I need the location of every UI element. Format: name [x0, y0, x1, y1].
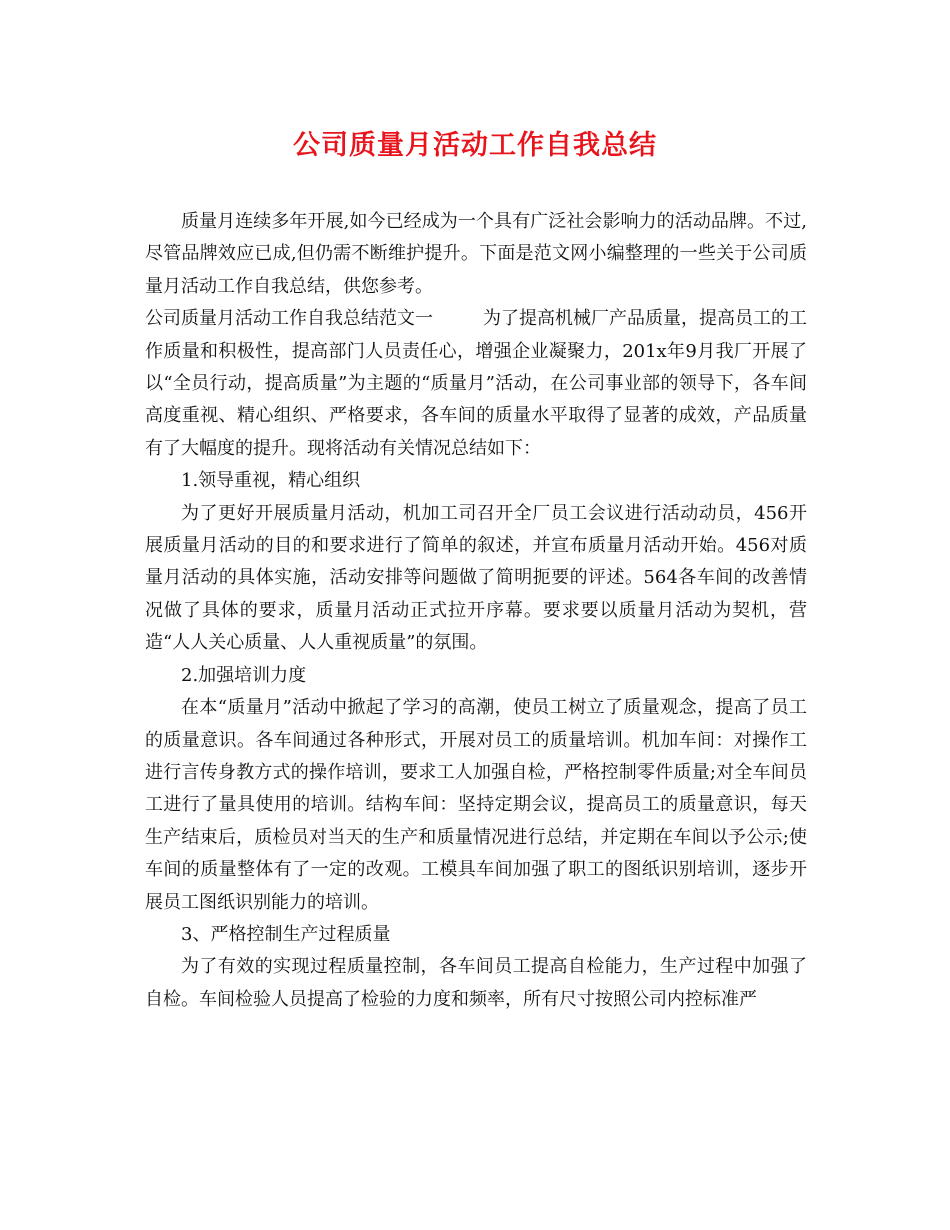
section1-heading: 1.领导重视，精心组织 [181, 470, 361, 492]
section3-heading: 3、严格控制生产过程质量 [181, 923, 391, 945]
sample-text: 为了提高机械厂产品质量，提高员工的工作质量和积极性，提高部门人员责任心，增强企业凝聚力，201x年9月我厂开展了以“全员行动，提高质量”为主题的“质量月”活动，在公司事业部的领导下，各车间高度重视、精心组织、严格要求，各车间的质量水平取得了显著的成效，产品质量有了大幅度的提升。现将活动有关情况总结如下： [145, 308, 807, 459]
sample-paragraph [145, 303, 807, 465]
section1-paragraph: 为了更好开展质量月活动，机加工司召开全厂员工会议进行活动动员，456开展质量月活动的目的和要求进行了简单的叙述，并宣布质量月活动开始。456对质量月活动的具体实施，活动安排等问题做了简明扼要的评述。564各车间的改善情况做了具体的要求，质量月活动正式拉开序幕。要求要以质量月活动为契机，营造“人人关心质量、人人重视质量”的氛围。 [145, 502, 807, 654]
section2-heading: 2.加强培训力度 [181, 664, 307, 686]
document-body [145, 206, 807, 1016]
intro-paragraph: 质量月连续多年开展,如今已经成为一个具有广泛社会影响力的活动品牌。不过,尽管品牌效应已成,但仍需不断维护提升。下面是范文网小编整理的一些关于公司质量月活动工作自我总结，供您参考。 [145, 211, 807, 297]
section3-paragraph: 为了有效的实现过程质量控制，各车间员工提高自检能力，生产过程中加强了自检。车间检验人员提高了检验的力度和频率，所有尺寸按照公司内控标准严 [145, 956, 807, 1010]
sample-heading: 公司质量月活动工作自我总结范文一 [145, 308, 433, 330]
document-title: 公司质量月活动工作自我总结 [293, 130, 657, 161]
section2-paragraph: 在本“质量月”活动中掀起了学习的高潮，使员工树立了质量观念，提高了员工的质量意识。各车间通过各种形式，开展对员工的质量培训。机加车间：对操作工进行言传身教方式的操作培训，要求工人加强自检，严格控制零件质量;对全车间员工进行了量具使用的培训。结构车间：坚持定期会议，提高员工的质量意识，每天生产结束后，质检员对当天的生产和质量情况进行总结，并定期在车间以予公示;使车间的质量整体有了一定的改观。工模具车间加强了职工的图纸识别培训，逐步开展员工图纸识别能力的培训。 [145, 697, 807, 913]
